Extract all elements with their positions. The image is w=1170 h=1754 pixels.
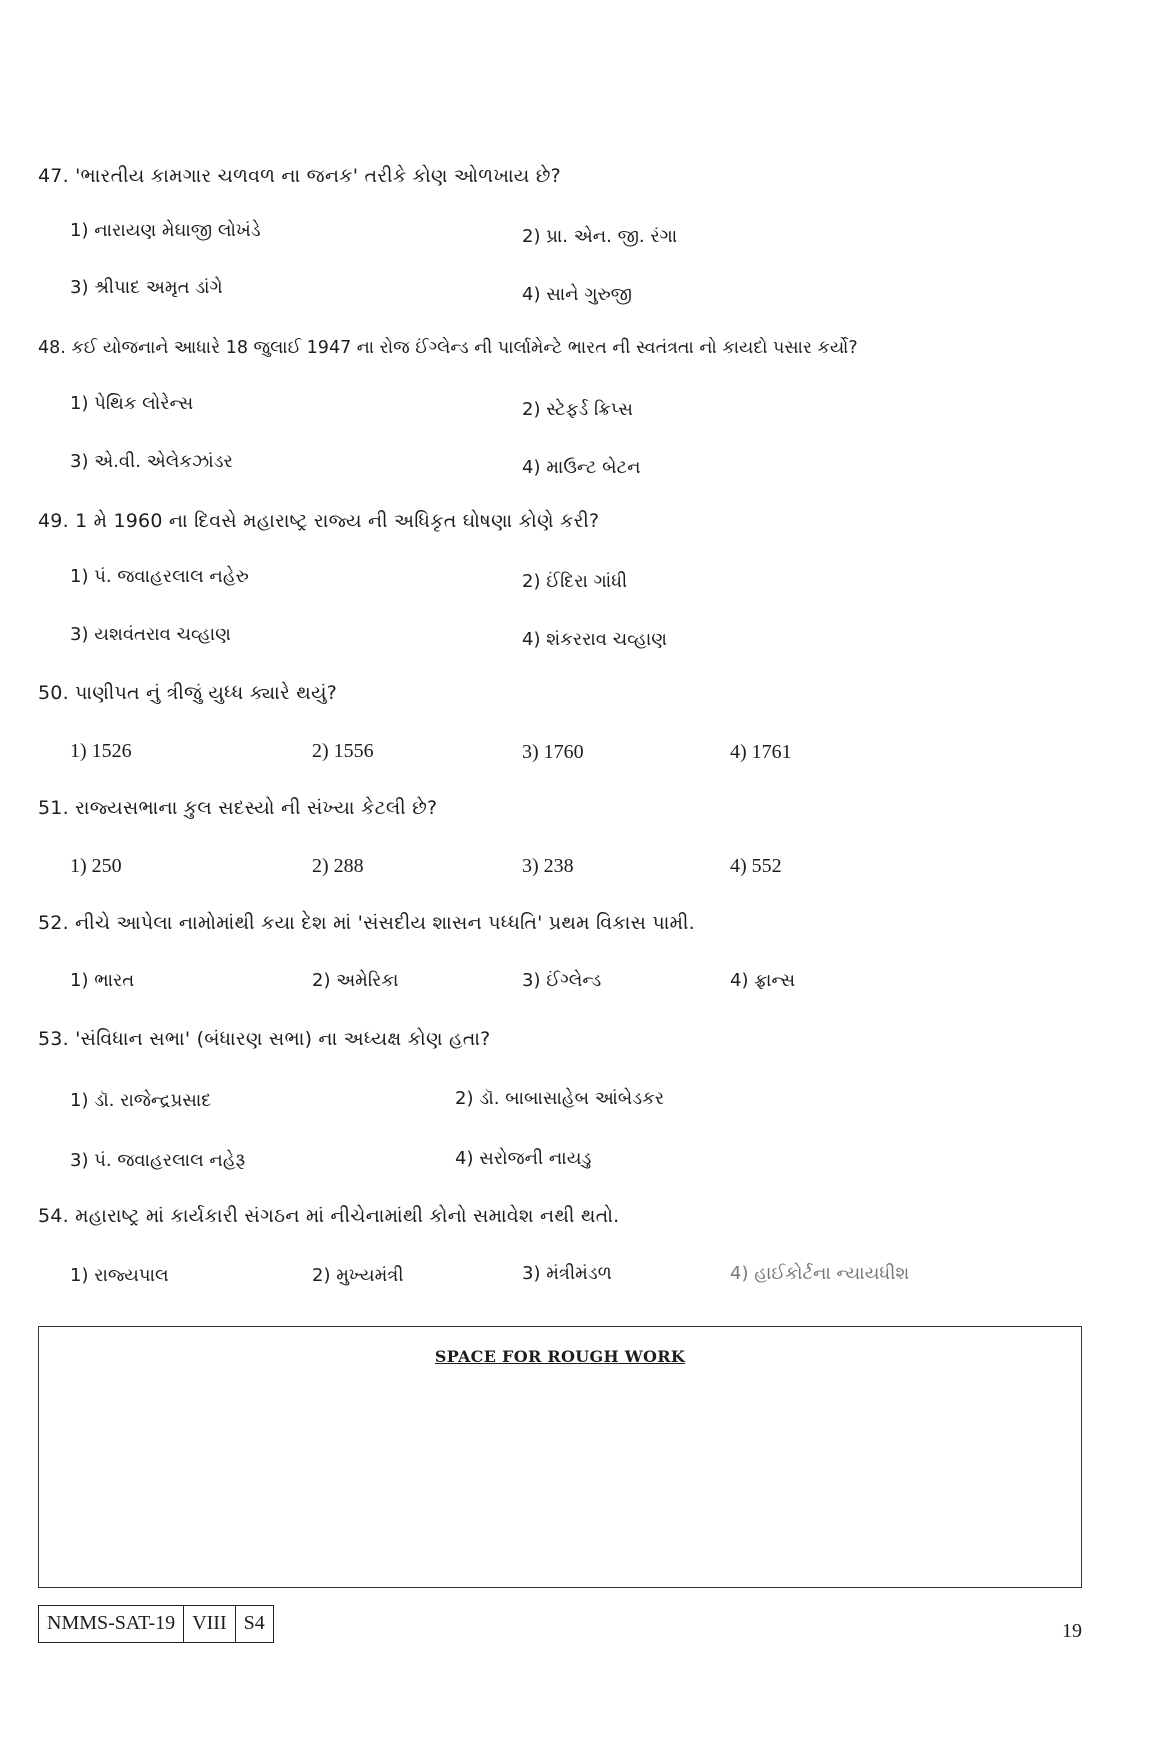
question-51-option-4: 4) 552 (730, 855, 782, 877)
question-text: કઈ યોજનાને આધારે 18 જુલાઈ 1947 ના રોજ ઈંગ્લેન્ડ ની પાર્લામેન્ટે ભારત ની સ્વતંત્રતા નો કાયદો પસાર કર્યો? (71, 338, 858, 358)
question-53-option-1: 1) ડૉ. રાજેન્દ્રપ્રસાદ (70, 1090, 212, 1111)
question-52-option-4: 4) ફ્રાન્સ (730, 970, 796, 991)
question-number: 50. (38, 682, 69, 704)
question-50-option-2: 2) 1556 (312, 740, 374, 762)
question-text: 'સંવિધાન સભા' (બંધારણ સભા) ના અધ્યક્ષ કોણ હતા? (75, 1028, 491, 1050)
question-number: 48. (38, 338, 66, 358)
question-53-option-4: 4) સરોજની નાયડુ (455, 1148, 592, 1169)
question-52-option-1: 1) ભારત (70, 970, 135, 991)
question-51 (38, 797, 437, 819)
question-53-option-3: 3) પં. જવાહરલાલ નહેરૂ (70, 1150, 246, 1171)
exam-code: NMMS-SAT-19 (39, 1606, 184, 1642)
question-48 (38, 338, 858, 358)
question-48-option-1: 1) પેથિક લોરેન્સ (70, 393, 194, 414)
question-text: 1 મે 1960 ના દિવસે મહારાષ્ટ્ર રાજ્ય ની અધિકૃત ઘોષણા કોણે કરી? (75, 510, 600, 532)
footer-code-box (38, 1605, 274, 1643)
question-number: 47. (38, 165, 69, 187)
question-50-option-3: 3) 1760 (522, 741, 584, 763)
question-52 (38, 912, 695, 934)
question-54-option-1: 1) રાજ્યપાલ (70, 1265, 169, 1286)
question-54-option-4: 4) હાઈકોર્ટના ન્યાયધીશ (730, 1263, 910, 1284)
rough-work-title: SPACE FOR ROUGH WORK (434, 1347, 686, 1366)
question-text: 'ભારતીય કામગાર ચળવળ ના જનક' તરીકે કોણ ઓળખાય છે? (75, 165, 561, 187)
question-54-option-3: 3) મંત્રીમંડળ (522, 1263, 612, 1284)
question-51-option-2: 2) 288 (312, 855, 364, 877)
question-49-option-3: 3) યશવંતરાવ ચવ્હાણ (70, 624, 231, 645)
question-52-option-2: 2) અમેરિકા (312, 970, 399, 991)
question-number: 49. (38, 510, 69, 532)
question-49-option-1: 1) પં. જવાહરલાલ નહેરુ (70, 566, 249, 587)
question-54 (38, 1205, 619, 1227)
question-50-option-1: 1) 1526 (70, 740, 132, 762)
question-50-option-4: 4) 1761 (730, 741, 792, 763)
page-number: 19 (1062, 1620, 1082, 1642)
question-49-option-4: 4) શંકરરાવ ચવ્હાણ (522, 629, 667, 650)
question-50 (38, 682, 337, 704)
question-text: રાજ્યસભાના કુલ સદસ્યો ની સંખ્યા કેટલી છે? (75, 797, 438, 819)
question-53 (38, 1028, 490, 1050)
question-51-option-1: 1) 250 (70, 855, 122, 877)
rough-work-box (38, 1326, 1082, 1588)
question-52-option-3: 3) ઈંગ્લેન્ડ (522, 970, 602, 991)
question-51-option-3: 3) 238 (522, 855, 574, 877)
question-48-option-2: 2) સ્ટેફર્ડ ક્રિપ્સ (522, 399, 633, 420)
question-54-option-2: 2) મુખ્યમંત્રી (312, 1265, 404, 1286)
question-48-option-3: 3) એ.વી. એલેકઝાંડર (70, 451, 233, 472)
question-number: 53. (38, 1028, 69, 1050)
question-text: નીચે આપેલા નામોમાંથી કયા દેશ માં 'સંસદીય શાસન પધ્ધતિ' પ્રથમ વિકાસ પામી. (75, 912, 695, 934)
question-text: પાણીપત નું ત્રીજું યુધ્ધ ક્યારે થયું? (75, 682, 338, 704)
set-code: S4 (243, 1612, 265, 1634)
question-text: મહારાષ્ટ્ર માં કાર્યકારી સંગઠન માં નીચેનામાંથી કોનો સમાવેશ નથી થતો. (75, 1205, 620, 1227)
question-49-option-2: 2) ઈંદિરા ગાંધી (522, 571, 628, 592)
question-number: 52. (38, 912, 69, 934)
question-47-option-1: 1) નારાયણ મેઘાજી લોખંડે (70, 220, 261, 241)
question-47-option-4: 4) સાને ગુરુજી (522, 284, 632, 305)
question-47 (38, 165, 561, 187)
question-47-option-2: 2) પ્રા. એન. જી. રંગા (522, 226, 678, 247)
question-53-option-2: 2) ડૉ. બાબાસાહેબ આંબેડકર (455, 1088, 665, 1109)
question-49 (38, 510, 599, 532)
question-48-option-4: 4) માઉન્ટ બેટન (522, 457, 641, 478)
question-number: 54. (38, 1205, 69, 1227)
standard: VIII (184, 1606, 235, 1642)
question-number: 51. (38, 797, 69, 819)
question-47-option-3: 3) શ્રીપાદ અમૃત ડાંગે (70, 277, 223, 298)
